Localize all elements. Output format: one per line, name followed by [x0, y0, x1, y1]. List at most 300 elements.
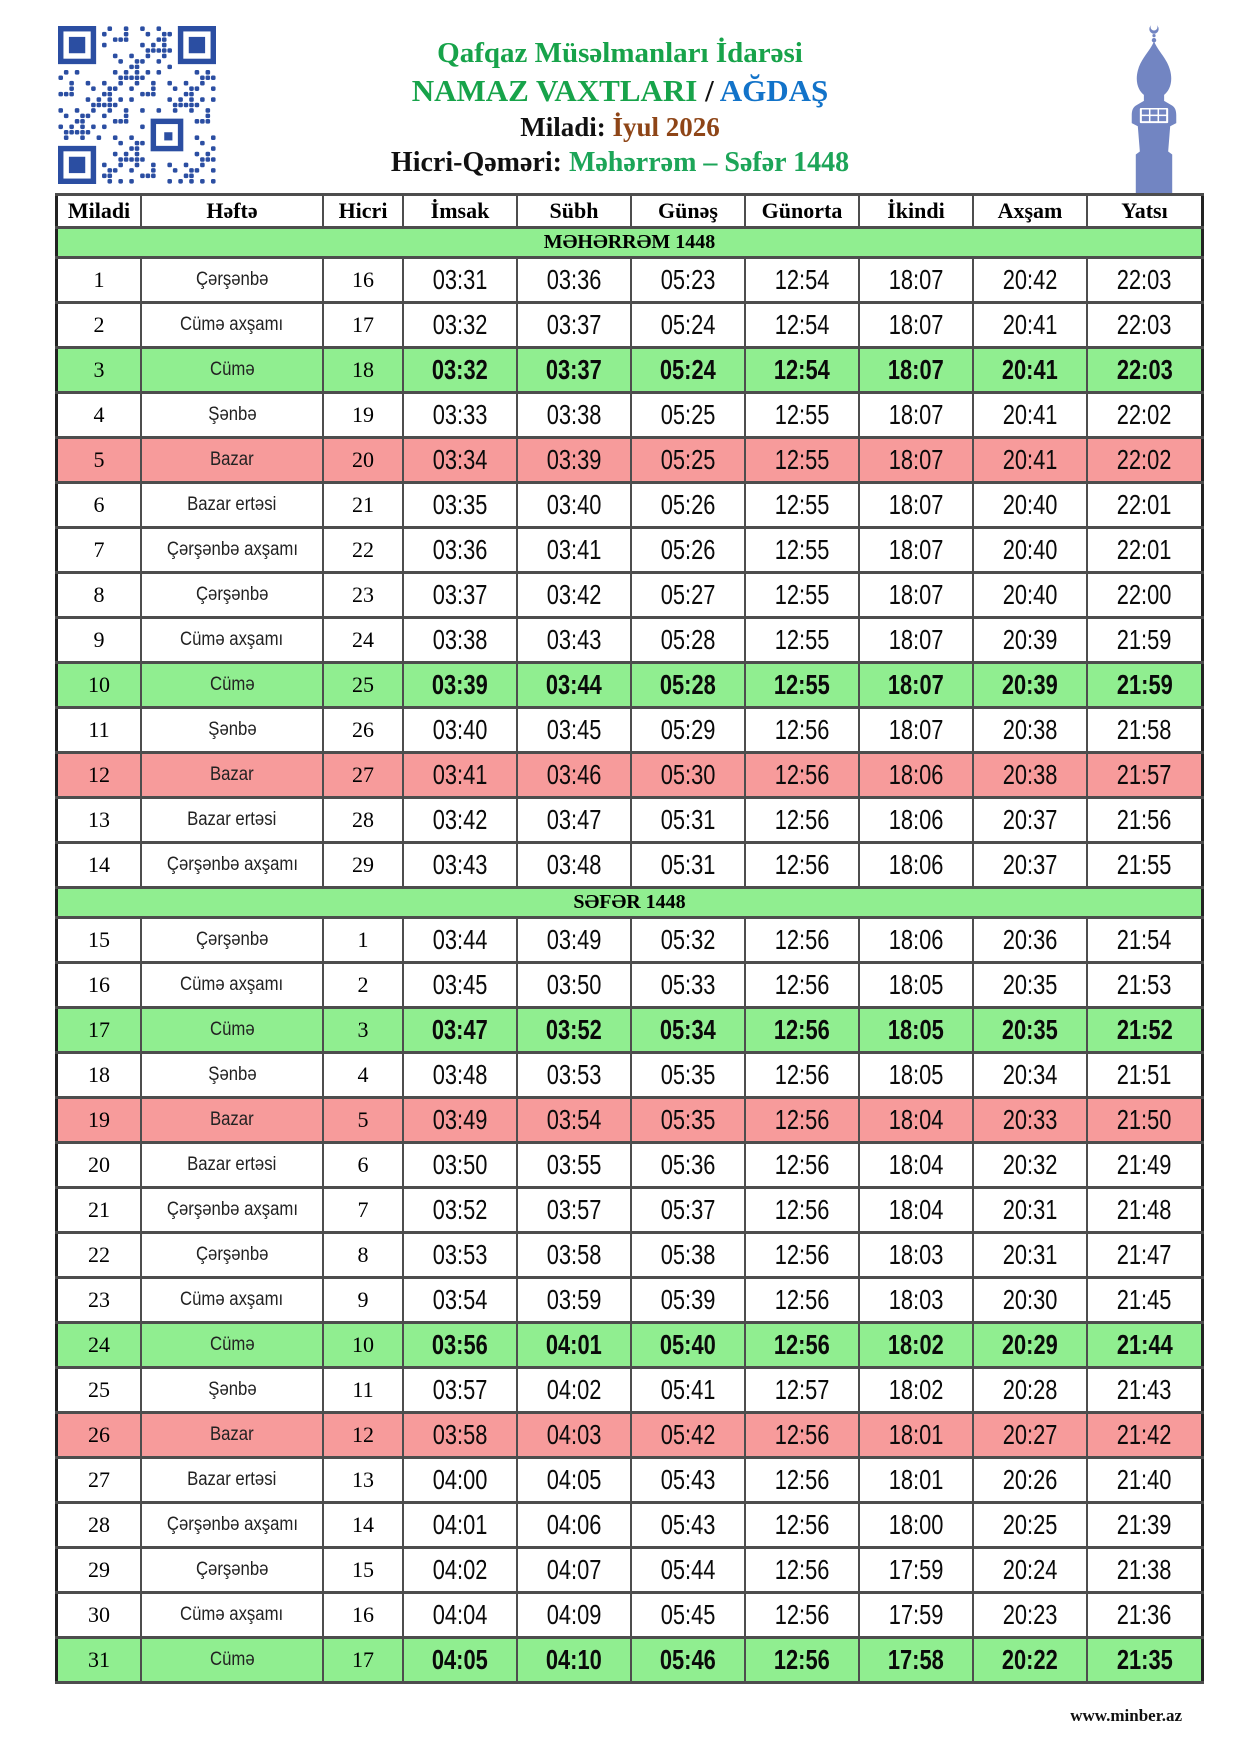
- column-header-gunorta: Günorta: [745, 195, 859, 228]
- gunes-cell: 05:24: [631, 348, 745, 393]
- imsak-cell: 04:05: [403, 1638, 517, 1683]
- subh-cell: 03:37: [517, 348, 631, 393]
- gunes-cell: 05:39: [631, 1278, 745, 1323]
- yatsi-cell: 21:55: [1087, 843, 1203, 888]
- hicri-label: Hicri-Qəməri:: [390, 146, 562, 178]
- table-row: [57, 1593, 1203, 1638]
- imsak-cell: 03:31: [403, 258, 517, 303]
- title-separator: /: [705, 73, 714, 109]
- subh-cell: 03:36: [517, 258, 631, 303]
- weekday-cell: Şənbə: [141, 708, 323, 753]
- hicri-cell: 11: [323, 1368, 403, 1413]
- hicri-value: Məhərrəm – Səfər 1448: [568, 146, 850, 178]
- subh-cell: 03:37: [517, 303, 631, 348]
- gunorta-cell: 12:56: [745, 1143, 859, 1188]
- gunes-cell: 05:37: [631, 1188, 745, 1233]
- yatsi-cell: 21:57: [1087, 753, 1203, 798]
- subh-cell: 04:09: [517, 1593, 631, 1638]
- weekday-cell: Bazar: [141, 1098, 323, 1143]
- miladi-cell: 21: [57, 1188, 142, 1233]
- imsak-cell: 03:45: [403, 963, 517, 1008]
- section-header: SƏFƏR 1448: [57, 888, 1203, 918]
- imsak-cell: 03:57: [403, 1368, 517, 1413]
- document-header: [180, 36, 1060, 179]
- imsak-cell: 03:38: [403, 618, 517, 663]
- imsak-cell: 03:35: [403, 483, 517, 528]
- axsam-cell: 20:42: [973, 258, 1087, 303]
- ikindi-cell: 18:07: [859, 483, 973, 528]
- axsam-cell: 20:41: [973, 438, 1087, 483]
- subh-cell: 04:06: [517, 1503, 631, 1548]
- table-row: [57, 753, 1203, 798]
- subh-cell: 03:58: [517, 1233, 631, 1278]
- ikindi-cell: 18:07: [859, 348, 973, 393]
- miladi-cell: 8: [57, 573, 142, 618]
- axsam-cell: 20:37: [973, 798, 1087, 843]
- column-header-hicri: Hicri: [323, 195, 403, 228]
- miladi-cell: 17: [57, 1008, 142, 1053]
- gunorta-cell: 12:54: [745, 303, 859, 348]
- table-row: [57, 1548, 1203, 1593]
- imsak-cell: 03:39: [403, 663, 517, 708]
- hicri-cell: 9: [323, 1278, 403, 1323]
- table-row: [57, 843, 1203, 888]
- yatsi-cell: 21:56: [1087, 798, 1203, 843]
- gunes-cell: 05:28: [631, 618, 745, 663]
- ikindi-cell: 18:07: [859, 303, 973, 348]
- hicri-cell: 7: [323, 1188, 403, 1233]
- hicri-cell: 12: [323, 1413, 403, 1458]
- gunorta-cell: 12:56: [745, 1188, 859, 1233]
- subh-cell: 04:03: [517, 1413, 631, 1458]
- miladi-cell: 31: [57, 1638, 142, 1683]
- gunes-cell: 05:24: [631, 303, 745, 348]
- hicri-cell: 18: [323, 348, 403, 393]
- imsak-cell: 04:02: [403, 1548, 517, 1593]
- ikindi-cell: 17:59: [859, 1548, 973, 1593]
- imsak-cell: 04:00: [403, 1458, 517, 1503]
- gunes-cell: 05:33: [631, 963, 745, 1008]
- subh-cell: 04:10: [517, 1638, 631, 1683]
- table-row: [57, 1233, 1203, 1278]
- ikindi-cell: 18:00: [859, 1503, 973, 1548]
- ikindi-cell: 18:07: [859, 528, 973, 573]
- subh-cell: 03:39: [517, 438, 631, 483]
- table-row: [57, 1053, 1203, 1098]
- hicri-cell: 17: [323, 303, 403, 348]
- imsak-cell: 03:54: [403, 1278, 517, 1323]
- axsam-cell: 20:38: [973, 753, 1087, 798]
- ikindi-cell: 18:01: [859, 1458, 973, 1503]
- gunorta-cell: 12:56: [745, 753, 859, 798]
- gunorta-cell: 12:55: [745, 483, 859, 528]
- ikindi-cell: 18:01: [859, 1413, 973, 1458]
- weekday-cell: Bazar ertəsi: [141, 1143, 323, 1188]
- yatsi-cell: 22:01: [1087, 528, 1203, 573]
- weekday-cell: Bazar: [141, 438, 323, 483]
- weekday-cell: Bazar: [141, 753, 323, 798]
- subh-cell: 03:46: [517, 753, 631, 798]
- ikindi-cell: 18:07: [859, 438, 973, 483]
- gunorta-cell: 12:56: [745, 1458, 859, 1503]
- axsam-cell: 20:30: [973, 1278, 1087, 1323]
- miladi-cell: 19: [57, 1098, 142, 1143]
- gunes-cell: 05:35: [631, 1053, 745, 1098]
- gunes-cell: 05:30: [631, 753, 745, 798]
- table-row: [57, 1323, 1203, 1368]
- axsam-cell: 20:40: [973, 528, 1087, 573]
- imsak-cell: 03:33: [403, 393, 517, 438]
- gunorta-cell: 12:56: [745, 1053, 859, 1098]
- axsam-cell: 20:35: [973, 963, 1087, 1008]
- miladi-cell: 18: [57, 1053, 142, 1098]
- column-header-miladi: Miladi: [57, 195, 142, 228]
- ikindi-cell: 18:05: [859, 1008, 973, 1053]
- gunorta-cell: 12:55: [745, 393, 859, 438]
- weekday-cell: Cümə: [141, 1008, 323, 1053]
- miladi-cell: 26: [57, 1413, 142, 1458]
- ikindi-cell: 18:02: [859, 1323, 973, 1368]
- table-row: [57, 573, 1203, 618]
- table-row: [57, 348, 1203, 393]
- axsam-cell: 20:32: [973, 1143, 1087, 1188]
- axsam-cell: 20:41: [973, 303, 1087, 348]
- column-header-imsak: İmsak: [403, 195, 517, 228]
- miladi-cell: 29: [57, 1548, 142, 1593]
- table-row: [57, 1503, 1203, 1548]
- subh-cell: 03:50: [517, 963, 631, 1008]
- hicri-cell: 17: [323, 1638, 403, 1683]
- hicri-cell: 16: [323, 1593, 403, 1638]
- imsak-cell: 03:37: [403, 573, 517, 618]
- gunorta-cell: 12:56: [745, 843, 859, 888]
- ikindi-cell: 17:58: [859, 1638, 973, 1683]
- imsak-cell: 03:56: [403, 1323, 517, 1368]
- weekday-cell: Şənbə: [141, 393, 323, 438]
- weekday-cell: Bazar ertəsi: [141, 798, 323, 843]
- yatsi-cell: 21:44: [1087, 1323, 1203, 1368]
- miladi-label: Miladi:: [520, 111, 606, 142]
- yatsi-cell: 22:03: [1087, 258, 1203, 303]
- subh-cell: 03:49: [517, 918, 631, 963]
- gunes-cell: 05:44: [631, 1548, 745, 1593]
- subh-cell: 04:01: [517, 1323, 631, 1368]
- axsam-cell: 20:36: [973, 918, 1087, 963]
- hicri-cell: 2: [323, 963, 403, 1008]
- imsak-cell: 03:50: [403, 1143, 517, 1188]
- yatsi-cell: 21:49: [1087, 1143, 1203, 1188]
- gunes-cell: 05:46: [631, 1638, 745, 1683]
- weekday-cell: Cümə: [141, 348, 323, 393]
- ikindi-cell: 18:06: [859, 753, 973, 798]
- ikindi-cell: 18:03: [859, 1278, 973, 1323]
- hicri-cell: 25: [323, 663, 403, 708]
- yatsi-cell: 22:02: [1087, 438, 1203, 483]
- yatsi-cell: 22:03: [1087, 303, 1203, 348]
- imsak-cell: 04:04: [403, 1593, 517, 1638]
- gunorta-cell: 12:56: [745, 1638, 859, 1683]
- imsak-cell: 03:53: [403, 1233, 517, 1278]
- subh-cell: 03:55: [517, 1143, 631, 1188]
- axsam-cell: 20:25: [973, 1503, 1087, 1548]
- gunorta-cell: 12:56: [745, 963, 859, 1008]
- weekday-cell: Çərşənbə axşamı: [141, 843, 323, 888]
- city-name: AĞDAŞ: [719, 73, 829, 109]
- gunorta-cell: 12:55: [745, 573, 859, 618]
- axsam-cell: 20:31: [973, 1188, 1087, 1233]
- table-row: [57, 663, 1203, 708]
- imsak-cell: 03:43: [403, 843, 517, 888]
- gunes-cell: 05:45: [631, 1593, 745, 1638]
- gunorta-cell: 12:55: [745, 438, 859, 483]
- ikindi-cell: 18:04: [859, 1143, 973, 1188]
- subh-cell: 03:44: [517, 663, 631, 708]
- miladi-cell: 2: [57, 303, 142, 348]
- subh-cell: 04:05: [517, 1458, 631, 1503]
- weekday-cell: Cümə axşamı: [141, 618, 323, 663]
- gunorta-cell: 12:56: [745, 1593, 859, 1638]
- axsam-cell: 20:37: [973, 843, 1087, 888]
- weekday-cell: Cümə axşamı: [141, 303, 323, 348]
- imsak-cell: 03:44: [403, 918, 517, 963]
- miladi-cell: 3: [57, 348, 142, 393]
- subh-cell: 03:40: [517, 483, 631, 528]
- column-header-weekday: Həftə: [141, 195, 323, 228]
- subh-cell: 03:52: [517, 1008, 631, 1053]
- hicri-cell: 3: [323, 1008, 403, 1053]
- ikindi-cell: 18:06: [859, 798, 973, 843]
- imsak-cell: 03:41: [403, 753, 517, 798]
- hicri-cell: 5: [323, 1098, 403, 1143]
- yatsi-cell: 21:59: [1087, 618, 1203, 663]
- gunes-cell: 05:25: [631, 438, 745, 483]
- weekday-cell: Çərşənbə: [141, 918, 323, 963]
- gunorta-cell: 12:56: [745, 1008, 859, 1053]
- miladi-cell: 27: [57, 1458, 142, 1503]
- axsam-cell: 20:41: [973, 348, 1087, 393]
- yatsi-cell: 21:50: [1087, 1098, 1203, 1143]
- hicri-cell: 20: [323, 438, 403, 483]
- yatsi-cell: 21:47: [1087, 1233, 1203, 1278]
- gunes-cell: 05:35: [631, 1098, 745, 1143]
- table-row: [57, 528, 1203, 573]
- ikindi-cell: 18:03: [859, 1233, 973, 1278]
- hicri-cell: 4: [323, 1053, 403, 1098]
- column-header-ikindi: İkindi: [859, 195, 973, 228]
- imsak-cell: 03:47: [403, 1008, 517, 1053]
- gunorta-cell: 12:56: [745, 1233, 859, 1278]
- hicri-cell: 15: [323, 1548, 403, 1593]
- gunes-cell: 05:32: [631, 918, 745, 963]
- miladi-cell: 1: [57, 258, 142, 303]
- subh-cell: 03:47: [517, 798, 631, 843]
- gunorta-cell: 12:56: [745, 708, 859, 753]
- subh-cell: 04:07: [517, 1548, 631, 1593]
- miladi-cell: 23: [57, 1278, 142, 1323]
- imsak-cell: 04:01: [403, 1503, 517, 1548]
- miladi-cell: 22: [57, 1233, 142, 1278]
- ikindi-cell: 18:06: [859, 918, 973, 963]
- ikindi-cell: 17:59: [859, 1593, 973, 1638]
- yatsi-cell: 22:00: [1087, 573, 1203, 618]
- gunorta-cell: 12:55: [745, 528, 859, 573]
- table-row: [57, 963, 1203, 1008]
- subh-cell: 03:41: [517, 528, 631, 573]
- miladi-cell: 7: [57, 528, 142, 573]
- axsam-cell: 20:31: [973, 1233, 1087, 1278]
- gunes-cell: 05:23: [631, 258, 745, 303]
- miladi-cell: 16: [57, 963, 142, 1008]
- organization-name: Qafqaz Müsəlmanları İdarəsi: [437, 37, 803, 69]
- column-header-gunes: Günəş: [631, 195, 745, 228]
- weekday-cell: Şənbə: [141, 1368, 323, 1413]
- weekday-cell: Çərşənbə: [141, 1548, 323, 1593]
- weekday-cell: Çərşənbə: [141, 1233, 323, 1278]
- axsam-cell: 20:39: [973, 618, 1087, 663]
- hicri-cell: 16: [323, 258, 403, 303]
- miladi-cell: 11: [57, 708, 142, 753]
- section-row: [57, 228, 1203, 258]
- weekday-cell: Şənbə: [141, 1053, 323, 1098]
- hicri-cell: 21: [323, 483, 403, 528]
- ikindi-cell: 18:05: [859, 1053, 973, 1098]
- weekday-cell: Çərşənbə axşamı: [141, 1188, 323, 1233]
- axsam-cell: 20:40: [973, 483, 1087, 528]
- column-header-subh: Sübh: [517, 195, 631, 228]
- yatsi-cell: 21:52: [1087, 1008, 1203, 1053]
- yatsi-cell: 21:45: [1087, 1278, 1203, 1323]
- gunes-cell: 05:36: [631, 1143, 745, 1188]
- column-header-axsam: Axşam: [973, 195, 1087, 228]
- miladi-cell: 20: [57, 1143, 142, 1188]
- subh-cell: 03:59: [517, 1278, 631, 1323]
- axsam-cell: 20:38: [973, 708, 1087, 753]
- gunes-cell: 05:26: [631, 528, 745, 573]
- gunes-cell: 05:29: [631, 708, 745, 753]
- yatsi-cell: 22:03: [1087, 348, 1203, 393]
- ikindi-cell: 18:04: [859, 1098, 973, 1143]
- yatsi-cell: 21:43: [1087, 1368, 1203, 1413]
- hicri-cell: 10: [323, 1323, 403, 1368]
- miladi-cell: 28: [57, 1503, 142, 1548]
- gunorta-cell: 12:56: [745, 1098, 859, 1143]
- table-row: [57, 303, 1203, 348]
- ikindi-cell: 18:07: [859, 708, 973, 753]
- ikindi-cell: 18:07: [859, 258, 973, 303]
- ikindi-cell: 18:07: [859, 393, 973, 438]
- gunes-cell: 05:43: [631, 1503, 745, 1548]
- miladi-cell: 30: [57, 1593, 142, 1638]
- imsak-cell: 03:52: [403, 1188, 517, 1233]
- hicri-cell: 26: [323, 708, 403, 753]
- weekday-cell: Cümə: [141, 1638, 323, 1683]
- subh-cell: 04:02: [517, 1368, 631, 1413]
- column-header-row: [57, 195, 1203, 228]
- gunes-cell: 05:28: [631, 663, 745, 708]
- imsak-cell: 03:49: [403, 1098, 517, 1143]
- gunorta-cell: 12:56: [745, 1548, 859, 1593]
- gunes-cell: 05:38: [631, 1233, 745, 1278]
- weekday-cell: Cümə axşamı: [141, 1593, 323, 1638]
- imsak-cell: 03:32: [403, 303, 517, 348]
- gunorta-cell: 12:55: [745, 618, 859, 663]
- website-link[interactable]: www.minber.az: [1070, 1706, 1182, 1725]
- hicri-cell: 29: [323, 843, 403, 888]
- subh-cell: 03:42: [517, 573, 631, 618]
- subh-cell: 03:45: [517, 708, 631, 753]
- hicri-cell: 27: [323, 753, 403, 798]
- ikindi-cell: 18:07: [859, 573, 973, 618]
- table-row: [57, 1143, 1203, 1188]
- hicri-line: [180, 146, 1060, 179]
- weekday-cell: Bazar ertəsi: [141, 483, 323, 528]
- hicri-cell: 22: [323, 528, 403, 573]
- gunes-cell: 05:31: [631, 798, 745, 843]
- imsak-cell: 03:58: [403, 1413, 517, 1458]
- hicri-cell: 8: [323, 1233, 403, 1278]
- ikindi-cell: 18:02: [859, 1368, 973, 1413]
- miladi-cell: 14: [57, 843, 142, 888]
- miladi-cell: 10: [57, 663, 142, 708]
- weekday-cell: Cümə: [141, 1323, 323, 1368]
- imsak-cell: 03:36: [403, 528, 517, 573]
- table-row: [57, 1188, 1203, 1233]
- page-title: NAMAZ VAXTLARI: [411, 73, 698, 109]
- axsam-cell: 20:28: [973, 1368, 1087, 1413]
- miladi-cell: 25: [57, 1368, 142, 1413]
- yatsi-cell: 22:02: [1087, 393, 1203, 438]
- weekday-cell: Cümə axşamı: [141, 1278, 323, 1323]
- axsam-cell: 20:41: [973, 393, 1087, 438]
- weekday-cell: Çərşənbə: [141, 573, 323, 618]
- table-row: [57, 438, 1203, 483]
- ikindi-cell: 18:04: [859, 1188, 973, 1233]
- yatsi-cell: 21:35: [1087, 1638, 1203, 1683]
- hicri-cell: 6: [323, 1143, 403, 1188]
- yatsi-cell: 21:39: [1087, 1503, 1203, 1548]
- yatsi-cell: 21:48: [1087, 1188, 1203, 1233]
- miladi-cell: 24: [57, 1323, 142, 1368]
- gunorta-cell: 12:56: [745, 918, 859, 963]
- axsam-cell: 20:26: [973, 1458, 1087, 1503]
- hicri-cell: 14: [323, 1503, 403, 1548]
- weekday-cell: Çərşənbə axşamı: [141, 1503, 323, 1548]
- gunorta-cell: 12:56: [745, 1278, 859, 1323]
- weekday-cell: Cümə axşamı: [141, 963, 323, 1008]
- yatsi-cell: 21:36: [1087, 1593, 1203, 1638]
- miladi-cell: 6: [57, 483, 142, 528]
- table-row: [57, 1008, 1203, 1053]
- imsak-cell: 03:48: [403, 1053, 517, 1098]
- subh-cell: 03:53: [517, 1053, 631, 1098]
- section-row: [57, 888, 1203, 918]
- gunorta-cell: 12:55: [745, 663, 859, 708]
- ikindi-cell: 18:07: [859, 618, 973, 663]
- gunes-cell: 05:27: [631, 573, 745, 618]
- yatsi-cell: 21:38: [1087, 1548, 1203, 1593]
- gunorta-cell: 12:54: [745, 348, 859, 393]
- table-row: [57, 918, 1203, 963]
- miladi-cell: 9: [57, 618, 142, 663]
- table-row: [57, 1413, 1203, 1458]
- hicri-cell: 13: [323, 1458, 403, 1503]
- axsam-cell: 20:40: [973, 573, 1087, 618]
- hicri-cell: 24: [323, 618, 403, 663]
- table-row: [57, 1278, 1203, 1323]
- hicri-cell: 1: [323, 918, 403, 963]
- section-header: MƏHƏRRƏM 1448: [57, 228, 1203, 258]
- axsam-cell: 20:22: [973, 1638, 1087, 1683]
